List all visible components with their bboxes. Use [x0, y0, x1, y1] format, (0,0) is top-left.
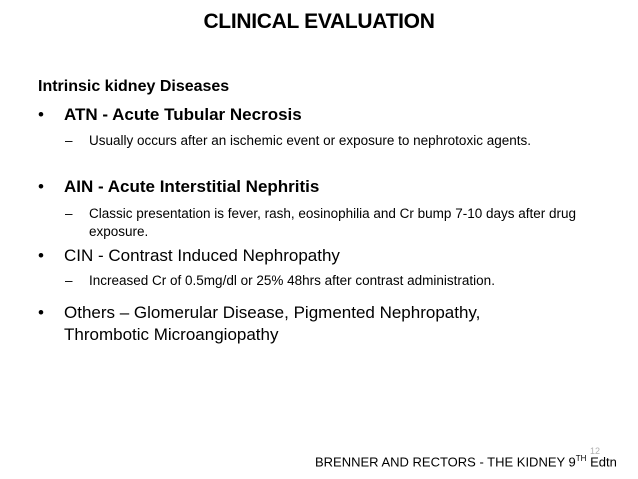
- sub-atn-text: Usually occurs after an ischemic event or exposure to nephrotoxic agents.: [89, 133, 531, 148]
- bullet-dot: •: [38, 177, 44, 196]
- bullet-cin-text: CIN - Contrast Induced Nephropathy: [64, 246, 340, 265]
- sub-dash: –: [65, 273, 73, 288]
- bullet-dot: •: [38, 246, 44, 265]
- sub-cin: [65, 272, 605, 290]
- sub-ain: [65, 205, 605, 241]
- bullet-others-text: Others – Glomerular Disease, Pigmented Nephropathy, Thrombotic Microangiopathy: [64, 303, 481, 344]
- bullet-atn: [38, 104, 598, 126]
- bullet-cin: [38, 245, 598, 267]
- footer-suffix: Edtn: [586, 454, 617, 470]
- bullet-ain-text: AIN - Acute Interstitial Nephritis: [64, 177, 320, 196]
- sub-ain-text: Classic presentation is fever, rash, eosinophilia and Cr bump 7-10 days after drug exposure.: [89, 206, 577, 239]
- footer-citation: [315, 454, 617, 469]
- section-subtitle: Intrinsic kidney Diseases: [38, 78, 230, 95]
- bullet-dot: •: [38, 303, 44, 322]
- slide-title: CLINICAL EVALUATION: [203, 10, 435, 33]
- page-number: 12: [590, 446, 601, 456]
- sub-dash: –: [65, 206, 73, 221]
- bullet-ain: [38, 176, 598, 198]
- sub-dash: –: [65, 133, 73, 148]
- sub-atn: [65, 132, 605, 150]
- bullet-dot: •: [38, 105, 44, 124]
- footer-text: BRENNER AND RECTORS - THE KIDNEY 9: [315, 454, 576, 470]
- bullet-others: [38, 302, 558, 346]
- sub-cin-text: Increased Cr of 0.5mg/dl or 25% 48hrs after contrast administration.: [89, 273, 495, 288]
- footer-superscript: TH: [575, 454, 587, 463]
- bullet-atn-text: ATN - Acute Tubular Necrosis: [64, 105, 302, 124]
